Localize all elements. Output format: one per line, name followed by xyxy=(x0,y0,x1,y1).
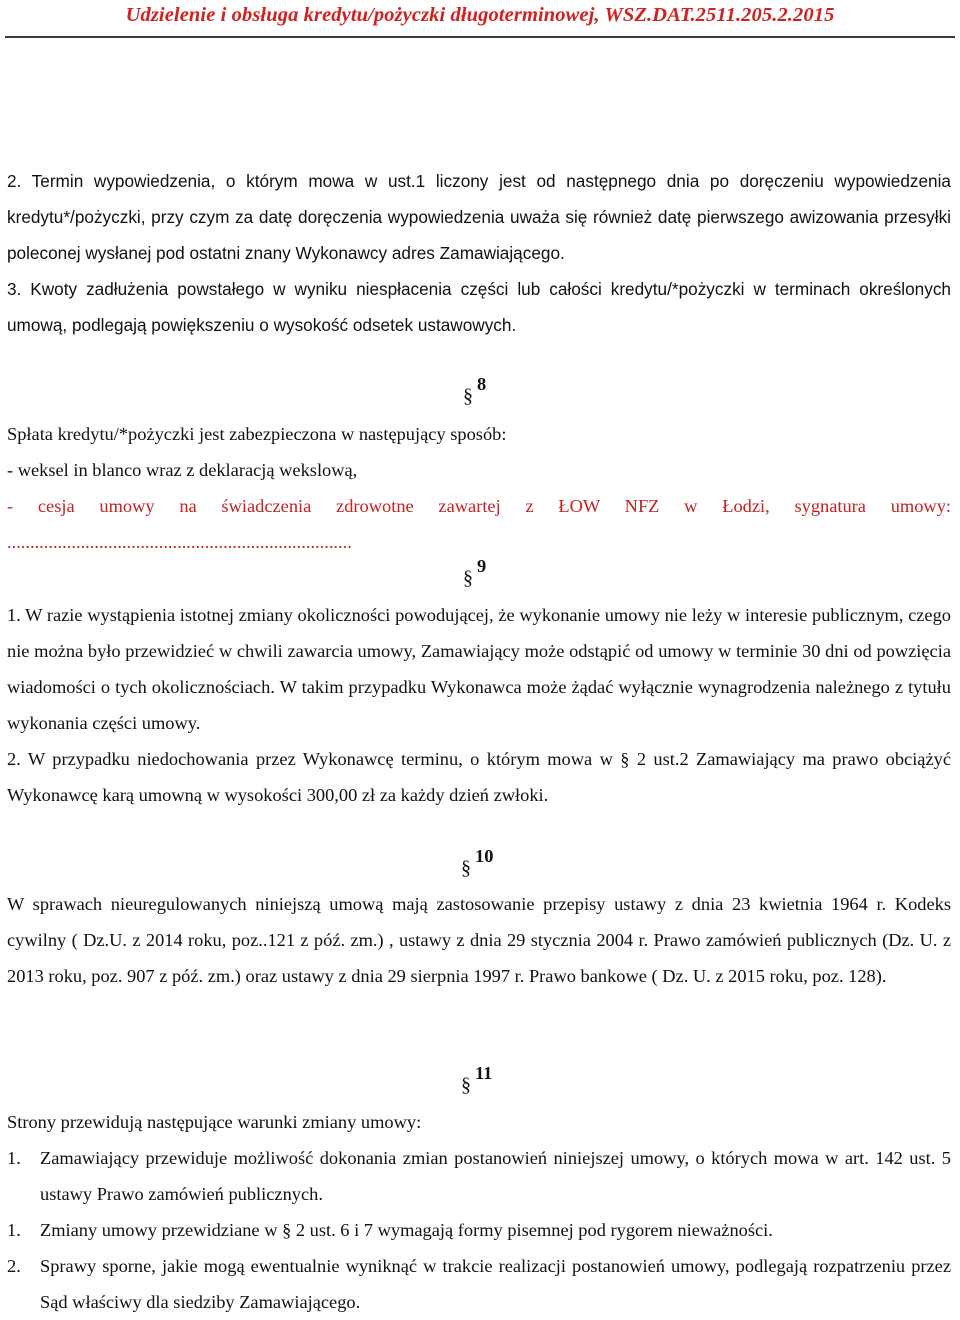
section-9-paragraph-2: 2. W przypadku niedochowania przez Wykonawcę terminu, o którym mowa w § 2 ust.2 Zamawiający ma prawo obciążyć Wykonawcę karą umowną w wysokości 300,00 zł za każdy dzień zwłoki. xyxy=(7,749,951,805)
paragraph-termination-term: 2. Termin wypowiedzenia, o którym mowa w ust.1 liczony jest od następnego dnia po doręczeniu wypowiedzenia kredytu*/pożyczki, przy czym za datę doręczenia wypowiedzenia uważa się również datę pierwszego awizowania przesyłki poleconej wysłanej pod ostatni znany Wykonawcy adres Zamawiającego. xyxy=(7,171,951,263)
section-9-heading xyxy=(463,555,487,589)
section-10-paragraph: W sprawach nieuregulowanych niniejszą umową mają zastosowanie przepisy ustawy z dnia 23 kwietnia 1964 r. Kodeks cywilny ( Dz.U. z 2014 roku, poz..121 z póź. zm.) , ustawy z dnia 29 stycznia 2004 r. Prawo zamówień publicznych (Dz. U. z 2013 roku, poz. 907 z póź. zm.) oraz ustawy z dnia 29 sierpnia 1997 r. Prawo bankowe ( Dz. U. z 2015 roku, poz. 128). xyxy=(7,894,951,986)
section-symbol: § xyxy=(461,1074,471,1096)
paragraph-debt-interest: 3. Kwoty zadłużenia powstałego w wyniku niespłacenia części lub całości kredytu/*pożyczki w terminach określonych umową, podlegają powiększeniu o wysokość odsetek ustawowych. xyxy=(7,279,951,335)
section-8-heading xyxy=(463,373,487,407)
section-symbol: § xyxy=(461,857,471,879)
section-number: 9 xyxy=(477,556,487,576)
section-8-item-cession: - cesja umowy na świadczenia zdrowotne zawartej z ŁOW NFZ w Łodzi, sygnatura umowy: ........................................................................... xyxy=(7,496,951,552)
list-item-number: 2. xyxy=(7,1256,21,1276)
section-11-intro: Strony przewidują następujące warunki zmiany umowy: xyxy=(7,1112,422,1132)
section-8-intro: Spłata kredytu/*pożyczki jest zabezpieczona w następujący sposób: xyxy=(7,424,507,444)
section-number: 11 xyxy=(475,1063,493,1083)
section-number: 10 xyxy=(475,846,494,866)
list-item-number: 1. xyxy=(7,1148,21,1168)
section-9-paragraph-1: 1. W razie wystąpienia istotnej zmiany okoliczności powodującej, że wykonanie umowy nie leży w interesie publicznym, czego nie można było przewidzieć w chwili zawarcia umowy, Zamawiający może odstąpić od umowy w terminie 30 dni od powzięcia wiadomości o tych okolicznościach. W takim przypadku Wykonawca może żądać wyłącznie wynagrodzenia należnego z tytułu wykonania części umowy. xyxy=(7,605,951,733)
header-divider xyxy=(5,36,955,38)
list-item-number: 1. xyxy=(7,1220,21,1240)
document-header-title: Udzielenie i obsługa kredytu/pożyczki długoterminowej, WSZ.DAT.2511.205.2.2015 xyxy=(125,4,835,26)
list-item xyxy=(7,1140,951,1212)
list-item xyxy=(7,1212,951,1248)
list-item xyxy=(7,1248,951,1320)
list-item-text: Zamawiający przewiduje możliwość dokonania zmian postanowień niniejszej umowy, o których mowa w art. 142 ust. 5 ustawy Prawo zamówień publicznych. xyxy=(40,1148,951,1204)
section-number: 8 xyxy=(477,374,487,394)
section-10-heading xyxy=(461,845,494,879)
section-symbol: § xyxy=(463,567,473,589)
section-symbol: § xyxy=(463,385,473,407)
section-8-item-bill: - weksel in blanco wraz z deklaracją wekslową, xyxy=(7,460,358,480)
section-11-heading xyxy=(461,1062,493,1096)
list-item-text: Zmiany umowy przewidziane w § 2 ust. 6 i 7 wymagają formy pisemnej pod rygorem nieważności. xyxy=(40,1220,773,1240)
list-item-text: Sprawy sporne, jakie mogą ewentualnie wyniknąć w trakcie realizacji postanowień umowy, podlegają rozpatrzeniu przez Sąd właściwy dla siedziby Zamawiającego. xyxy=(40,1256,951,1312)
